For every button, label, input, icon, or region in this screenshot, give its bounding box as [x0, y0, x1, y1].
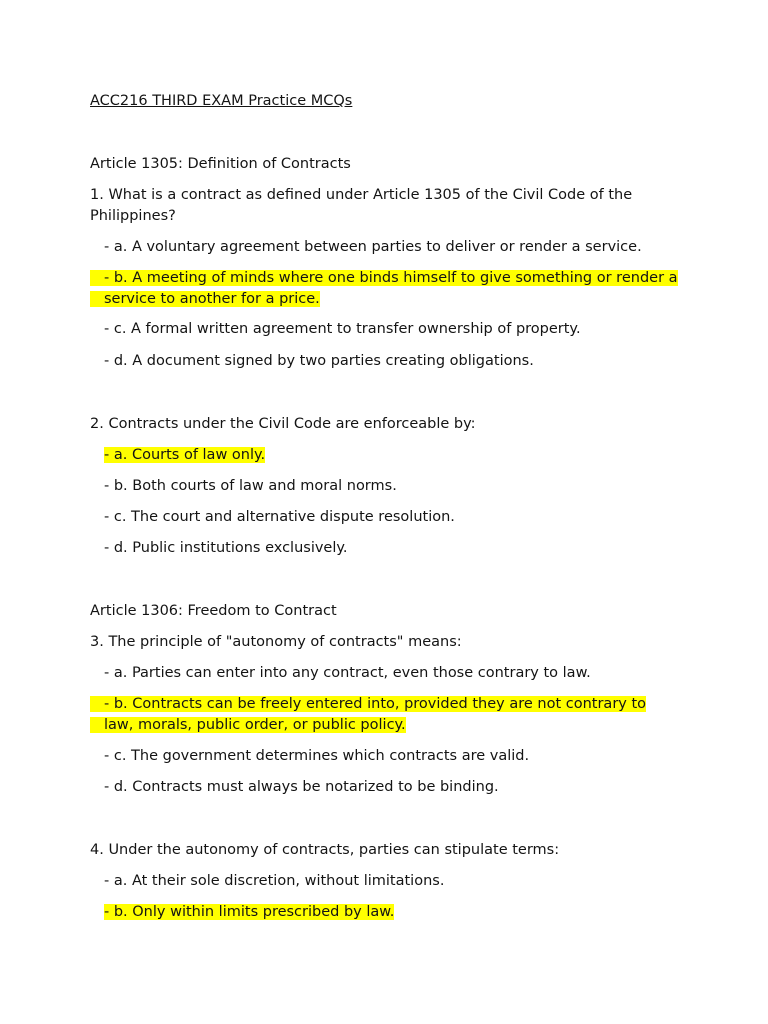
highlighted-option-text: - a. Courts of law only.	[104, 447, 266, 463]
answer-option	[90, 237, 680, 258]
answer-option-correct	[90, 902, 680, 923]
section-heading: Article 1305: Definition of Contracts	[90, 156, 351, 172]
section-heading: Article 1306: Freedom to Contract	[90, 603, 337, 619]
answer-option	[90, 319, 680, 340]
question-text: 1. What is a contract as defined under Article 1305 of the Civil Code of the Philippines?	[90, 187, 633, 224]
highlighted-option-text: - b. Contracts can be freely entered into, provided they are not contrary to law, morals, public order, or public policy.	[90, 696, 646, 733]
answer-option-correct	[90, 445, 680, 466]
document-page	[90, 0, 680, 1024]
answer-option	[90, 476, 680, 497]
answer-option	[90, 351, 680, 372]
answer-option-correct	[90, 694, 680, 736]
answer-option-correct	[90, 268, 680, 310]
option-text: - d. A document signed by two parties creating obligations.	[104, 353, 534, 369]
document-title: ACC216 THIRD EXAM Practice MCQs	[90, 93, 353, 109]
answer-option	[90, 777, 680, 798]
question-text: 3. The principle of "autonomy of contracts" means:	[90, 634, 462, 650]
option-text: - a. A voluntary agreement between parties to deliver or render a service.	[104, 239, 642, 255]
highlighted-option-text: - b. Only within limits prescribed by law.	[104, 904, 395, 920]
highlighted-option-text: - b. A meeting of minds where one binds himself to give something or render a service to another for a price.	[90, 270, 678, 307]
option-text: - c. The government determines which contracts are valid.	[104, 748, 530, 764]
option-text: - a. Parties can enter into any contract, even those contrary to law.	[104, 665, 591, 681]
option-text: - b. Both courts of law and moral norms.	[104, 478, 397, 494]
option-text: - d. Contracts must always be notarized to be binding.	[104, 779, 499, 795]
answer-option	[90, 507, 680, 528]
question-text: 2. Contracts under the Civil Code are enforceable by:	[90, 416, 476, 432]
answer-option	[90, 538, 680, 559]
answer-option	[90, 663, 680, 684]
option-text: - c. A formal written agreement to transfer ownership of property.	[104, 321, 581, 337]
question-text: 4. Under the autonomy of contracts, parties can stipulate terms:	[90, 842, 560, 858]
option-text: - a. At their sole discretion, without limitations.	[104, 873, 445, 889]
answer-option	[90, 871, 680, 892]
option-text: - d. Public institutions exclusively.	[104, 540, 348, 556]
answer-option	[90, 746, 680, 767]
option-text: - c. The court and alternative dispute resolution.	[104, 509, 455, 525]
